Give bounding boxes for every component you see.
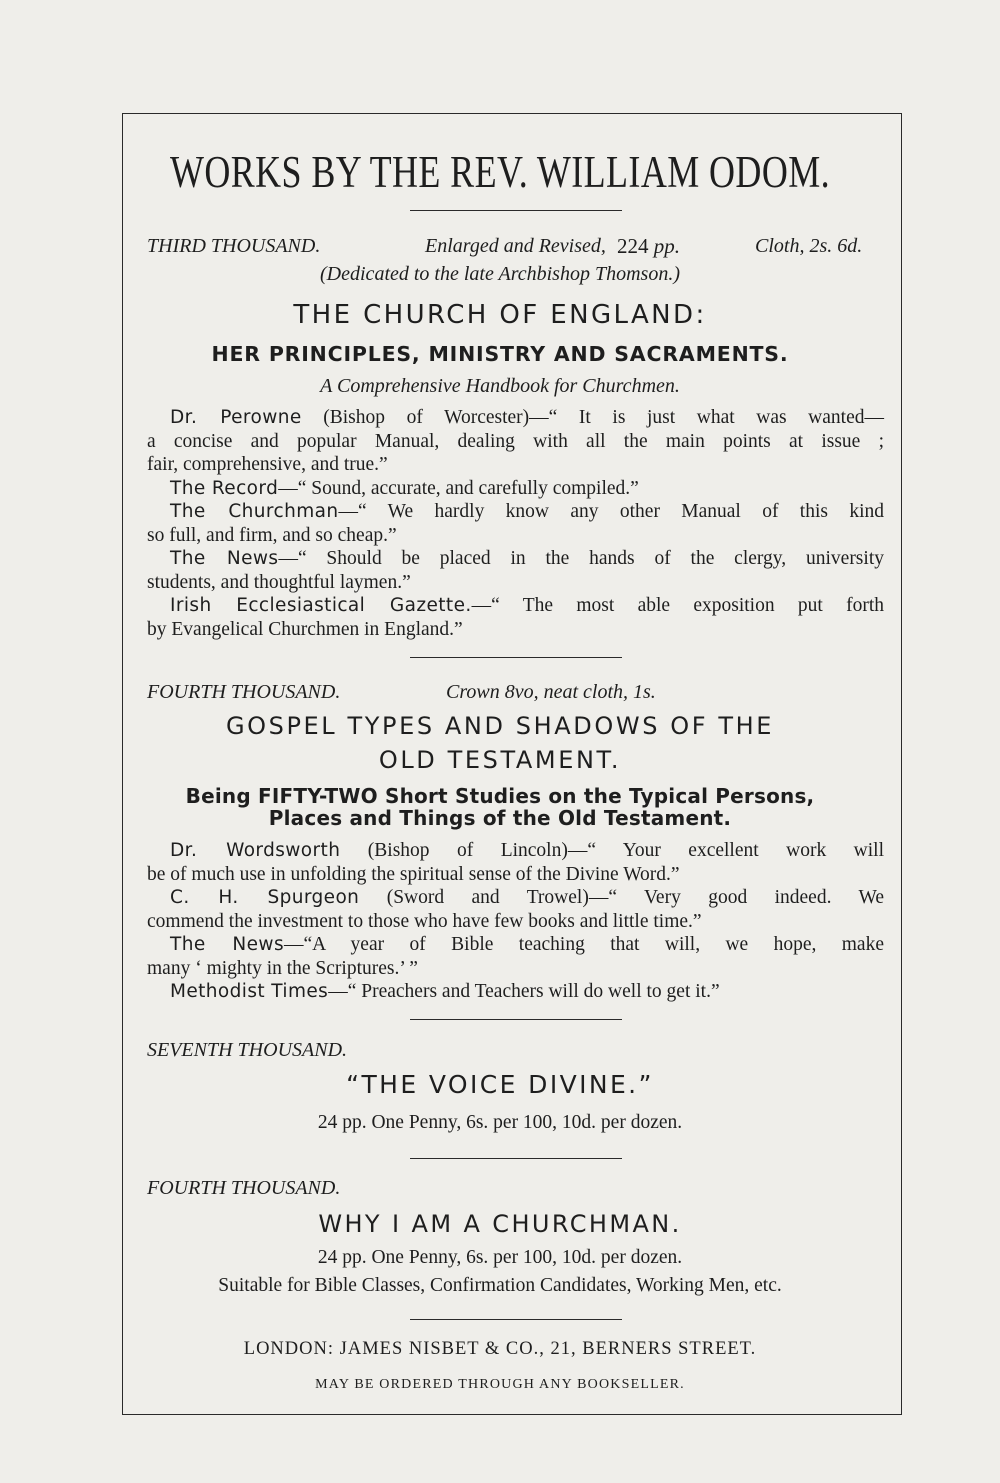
review-line: commend the investment to those who have few books and little time.” — [147, 910, 702, 932]
review-line: many ‘ mighty in the Scriptures.’ ” — [147, 957, 418, 979]
book1-price: Cloth, 2s. 6d. — [755, 235, 863, 257]
book1-title: THE CHURCH OF ENGLAND: — [293, 300, 707, 330]
book1-edition: THIRD THOUSAND. — [147, 235, 321, 257]
book2-title-line1: GOSPEL TYPES AND SHADOWS OF THE — [225, 712, 775, 740]
divider-rule — [410, 657, 622, 658]
divider-rule — [410, 210, 622, 211]
divider-rule — [410, 1158, 622, 1159]
review-churchman: The Churchman—“ We hardly know any other Manual of this kind — [170, 501, 884, 522]
book1-dedication: (Dedicated to the late Archbishop Thomson.) — [320, 263, 680, 285]
review-wordsworth: Dr. Wordsworth (Bishop of Lincoln)—“ Your excellent work will — [170, 840, 884, 861]
review-news: The News—“A year of Bible teaching that will, we hope, make — [170, 934, 884, 955]
book2-reviews — [147, 839, 884, 1004]
divider-rule — [410, 1319, 622, 1320]
book3-title: “THE VOICE DIVINE.” — [346, 1070, 654, 1099]
review-record: The Record—“ Sound, accurate, and carefully compiled.” — [170, 477, 639, 499]
review-perowne: Dr. Perowne (Bishop of Worcester)—“ It is just what was wanted— — [170, 407, 884, 428]
book1-subtitle: HER PRINCIPLES, MINISTRY AND SACRAMENTS. — [211, 342, 789, 366]
page-title: WORKS BY THE REV. WILLIAM ODOM. — [169, 147, 831, 197]
book1-pages: 224 pp. — [617, 234, 680, 258]
review-line: so full, and firm, and so cheap.” — [147, 524, 397, 546]
review-line: be of much use in unfolding the spiritual sense of the Divine Word.” — [147, 863, 680, 885]
review-methodist-times: Methodist Times—“ Preachers and Teachers will do well to get it.” — [170, 981, 720, 1002]
bookseller-note: MAY BE ORDERED THROUGH ANY BOOKSELLER. — [315, 1377, 685, 1392]
publisher-line: LONDON: JAMES NISBET & CO., 21, BERNERS STREET. — [243, 1339, 757, 1359]
book2-subtitle-line1: Being FIFTY-TWO Short Studies on the Typical Persons, — [185, 784, 815, 808]
book1-tagline: A Comprehensive Handbook for Churchmen. — [320, 375, 680, 397]
book3-details: 24 pp. One Penny, 6s. per 100, 10d. per dozen. — [317, 1112, 683, 1133]
book4-note: Suitable for Bible Classes, Confirmation Candidates, Working Men, etc. — [218, 1275, 782, 1296]
review-line: a concise and popular Manual, dealing with all the main points at issue ; — [147, 430, 884, 452]
review-line: students, and thoughtful laymen.” — [147, 571, 411, 593]
review-line: fair, comprehensive, and true.” — [147, 454, 388, 475]
book2-subtitle-line2: Places and Things of the Old Testament. — [268, 806, 732, 830]
book2-edition: FOURTH THOUSAND. — [147, 681, 341, 703]
book4-details: 24 pp. One Penny, 6s. per 100, 10d. per dozen. — [317, 1247, 683, 1268]
review-line: by Evangelical Churchmen in England.” — [147, 618, 463, 640]
book3-edition: SEVENTH THOUSAND. — [147, 1039, 348, 1061]
book2-format: Crown 8vo, neat cloth, 1s. — [446, 681, 656, 703]
review-news: The News—“ Should be placed in the hands of the clergy, university — [170, 548, 884, 569]
book1-edition-detail: Enlarged and Revised, — [425, 235, 606, 257]
book1-reviews — [147, 406, 884, 641]
book4-edition: FOURTH THOUSAND. — [147, 1177, 341, 1199]
review-spurgeon: C. H. Spurgeon (Sword and Trowel)—“ Very good indeed. We — [170, 887, 884, 908]
review-irish-gazette: Irish Ecclesiastical Gazette.—“ The most able exposition put forth — [170, 595, 885, 616]
book2-title-line2: OLD TESTAMENT. — [378, 746, 622, 774]
book4-title: WHY I AM A CHURCHMAN. — [318, 1210, 682, 1238]
divider-rule — [410, 1019, 622, 1020]
